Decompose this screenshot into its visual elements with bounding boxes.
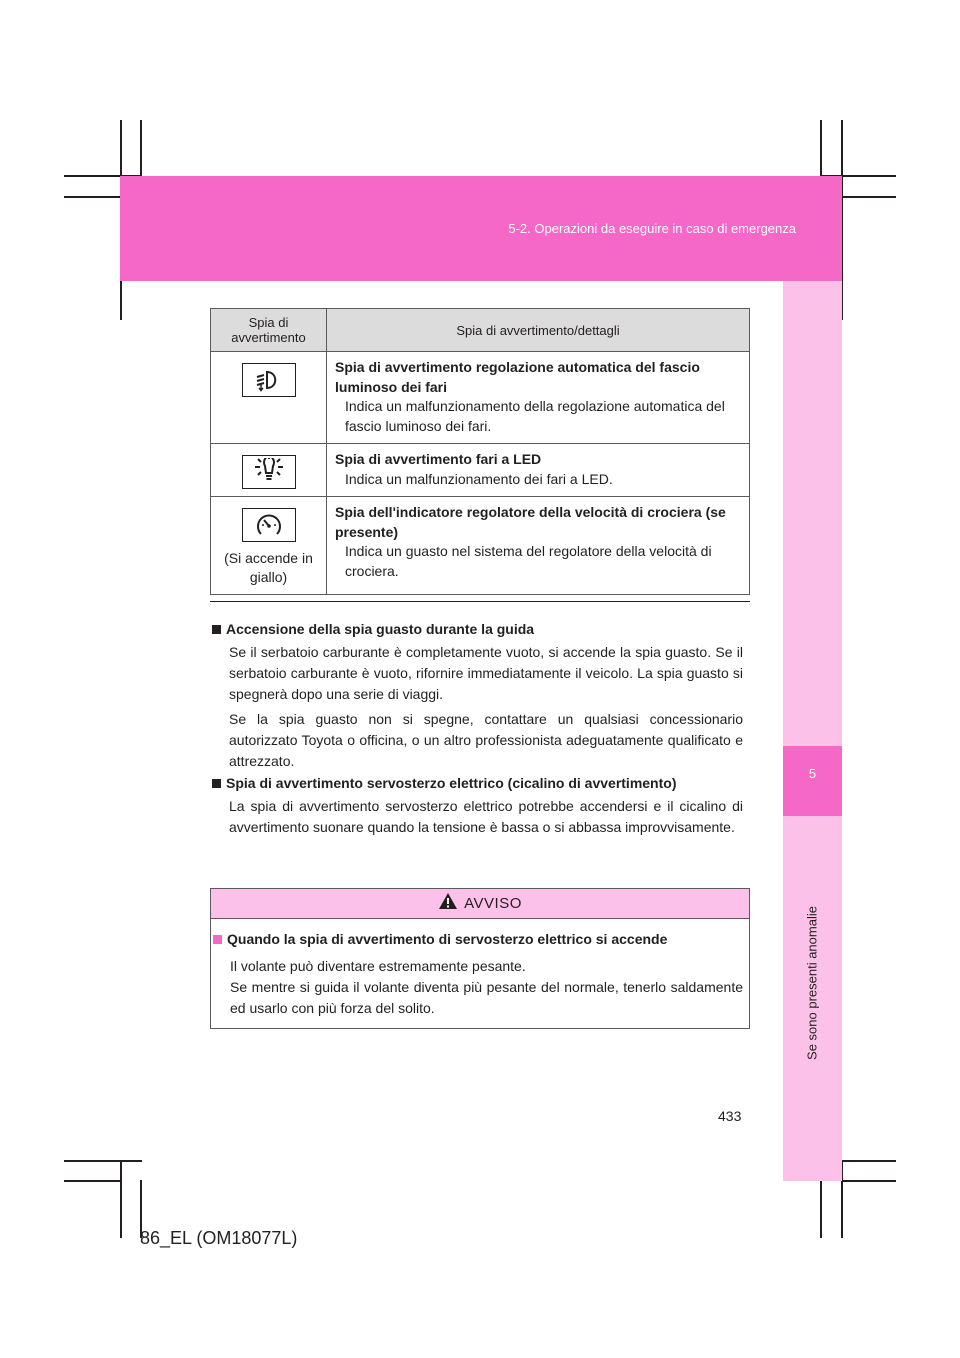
row-text: Indica un malfunzionamento dei fari a LED.: [345, 470, 613, 487]
warning-triangle-icon: [438, 892, 458, 915]
page-number: 433: [718, 1108, 742, 1124]
cruise-control-icon: [242, 508, 296, 542]
icon-caption: (Si accende in giallo): [224, 550, 313, 585]
chapter-number: 5: [808, 766, 817, 781]
led-headlight-icon: [242, 455, 296, 489]
icon-cell: [211, 497, 327, 595]
crop-mark: [64, 1160, 142, 1162]
warning-line: Se mentre si guida il volante diventa più pesante del normale, tenerlo saldamente ed usarlo con più forza del solito.: [230, 979, 743, 1016]
section-heading: [212, 621, 750, 637]
table-row: [211, 497, 750, 595]
divider: [210, 601, 750, 602]
section-heading: [212, 775, 750, 791]
crop-mark: [64, 1180, 122, 1182]
paragraph: Se la spia guasto non si spegne, contattare un qualsiasi concessionario autorizzato Toyota o officina, o un altro professionista adeguatamente qualificato e attrezzato.: [229, 711, 743, 769]
square-bullet-icon: [212, 625, 221, 634]
chapter-label: Se sono presenti anomalie: [804, 906, 820, 1060]
column-header: Spia di avvertimento/dettagli: [327, 309, 750, 352]
desc-cell: [327, 497, 750, 595]
headlight-leveling-icon: [242, 363, 296, 397]
row-text: Indica un malfunzionamento della regolazione automatica del fascio luminoso dei fari.: [345, 398, 725, 434]
document-code: 86_EL (OM18077L): [140, 1228, 298, 1248]
section-title: 5-2. Operazioni da eseguire in caso di emergenza: [508, 221, 796, 236]
icon-cell: [211, 444, 327, 497]
section-heading-text: Spia di avvertimento servosterzo elettrico (cicalino di avvertimento): [226, 775, 677, 791]
warning-light-table: [210, 308, 750, 595]
paragraph: La spia di avvertimento servosterzo elettrico potrebbe accendersi e il cicalino di avvertimento suonare quando la tensione è bassa o si abbassa improvvisamente.: [229, 798, 743, 835]
desc-cell: [327, 444, 750, 497]
crop-mark: [120, 1160, 122, 1238]
warning-header: [211, 889, 749, 919]
warning-text: [230, 956, 743, 1019]
table-row: [211, 352, 750, 444]
table-row: [211, 444, 750, 497]
warning-line: Il volante può diventare estremamente pesante.: [230, 958, 526, 974]
column-header: Spia di avvertimento: [211, 309, 327, 352]
header-band: [120, 176, 842, 281]
crop-mark: [64, 196, 122, 198]
table-header-row: [211, 309, 750, 352]
warning-label: AVVISO: [464, 895, 522, 912]
icon-cell: [211, 352, 327, 444]
section-heading-text: Accensione della spia guasto durante la guida: [226, 621, 535, 637]
crop-mark: [820, 1180, 822, 1238]
row-title: Spia dell'indicatore regolatore della velocità di crociera (se presente): [335, 504, 726, 540]
crop-mark: [841, 1180, 896, 1182]
row-title: Spia di avvertimento fari a LED: [335, 451, 542, 467]
square-bullet-icon: [212, 779, 221, 788]
desc-cell: [327, 352, 750, 444]
square-bullet-icon: [213, 935, 222, 944]
row-text: Indica un guasto nel sistema del regolatore della velocità di crociera.: [345, 543, 712, 579]
warning-subheading-text: Quando la spia di avvertimento di servosterzo elettrico si accende: [227, 931, 668, 947]
warning-subheading: [213, 931, 667, 947]
crop-mark: [841, 196, 896, 198]
row-title: Spia di avvertimento regolazione automatica del fascio luminoso dei fari: [335, 359, 700, 395]
chapter-tab: [783, 746, 842, 816]
warning-box: [210, 888, 750, 1029]
paragraph: Se il serbatoio carburante è completamente vuoto, si accende la spia guasto. Se il serbatoio carburante è vuoto, rifornire immediatamente il veicolo. La spia guasto si spegnerà dopo una serie di viaggi.: [229, 644, 743, 702]
